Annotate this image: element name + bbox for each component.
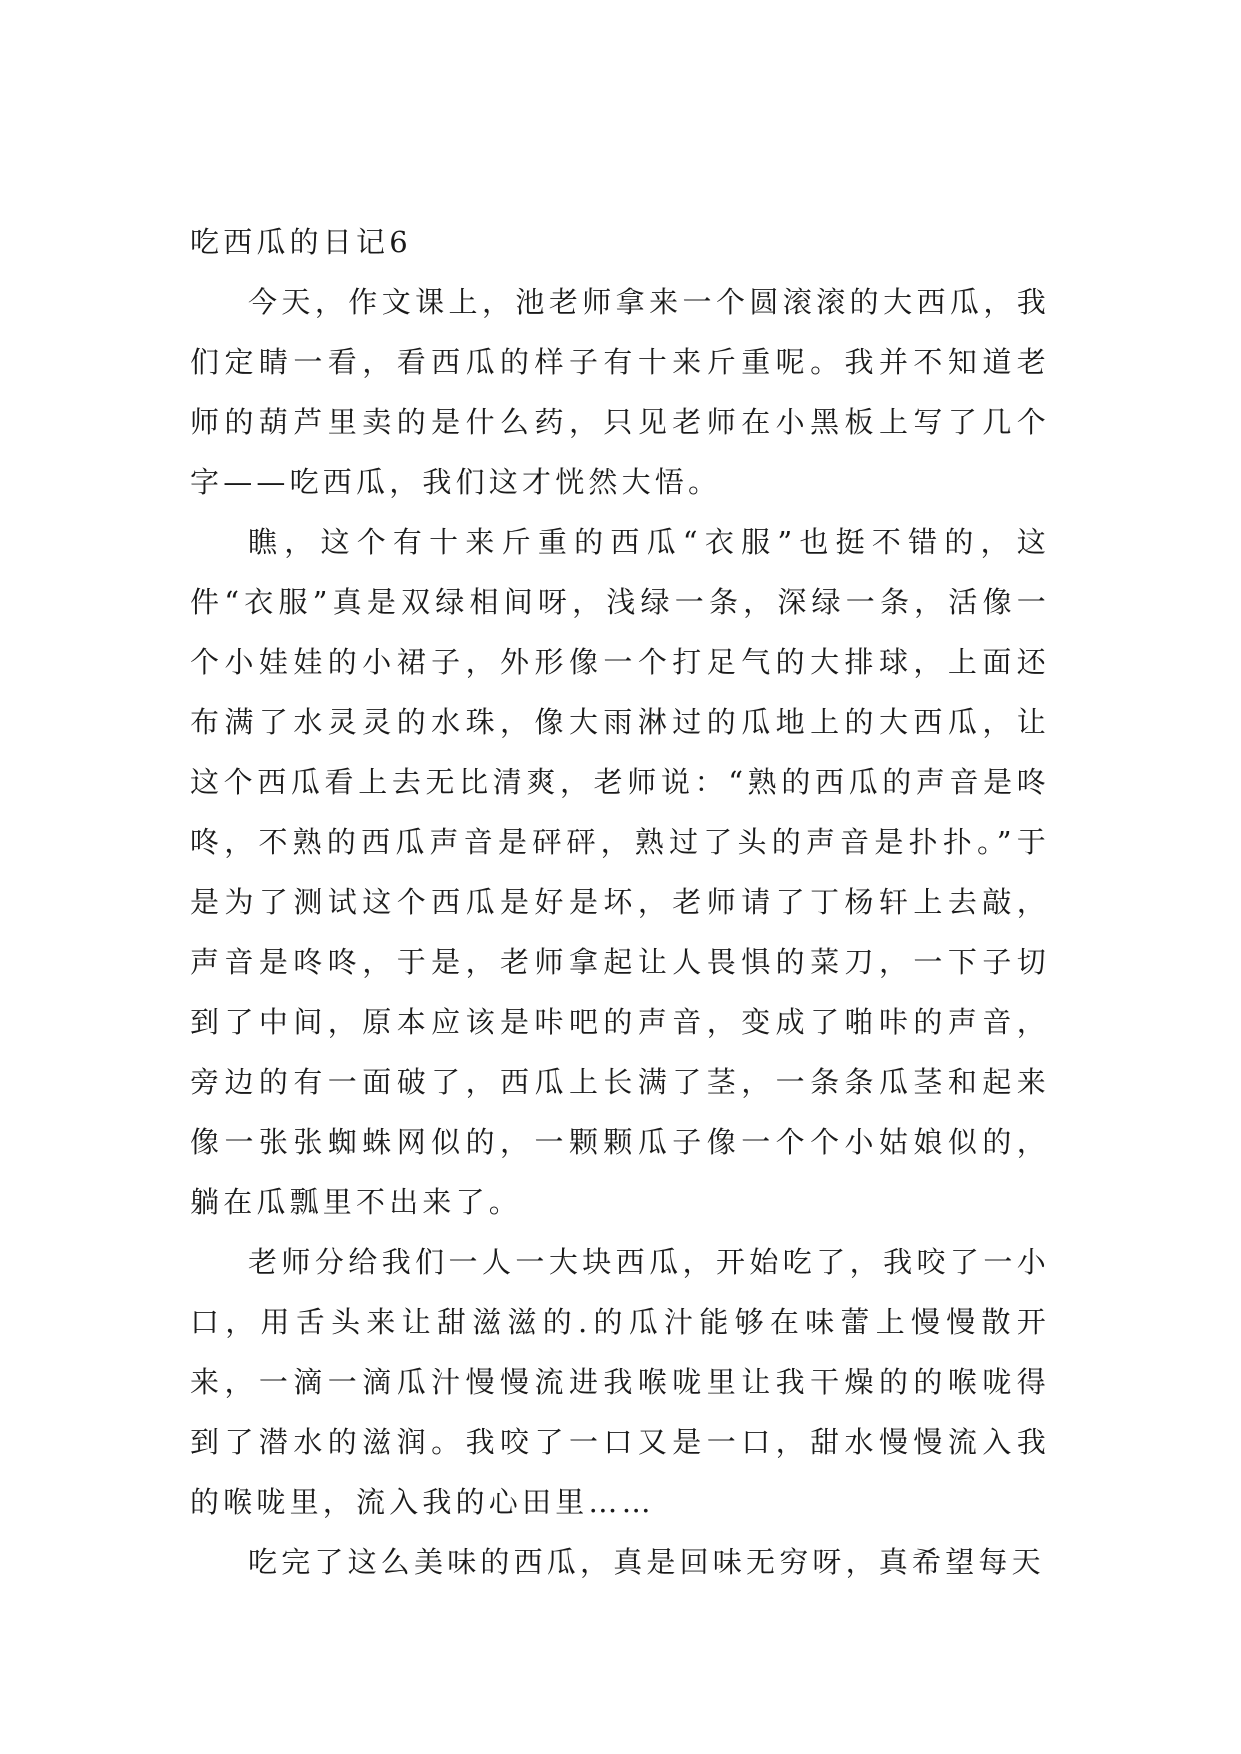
paragraph-4: 吃完了这么美味的西瓜，真是回味无穷呀，真希望每天 xyxy=(248,1545,1045,1579)
document-title: 吃西瓜的日记6 xyxy=(190,225,412,259)
paragraph-3: 老师分给我们一人一大块西瓜，开始吃了，我咬了一小口，用舌头来让甜滋滋的.的瓜汁能够在味蕾上慢慢散开来，一滴一滴瓜汁慢慢流进我喉咙里让我干燥的的喉咙得到了潜水的滋润。我咬了一口又是一口，甜水慢慢流入我的喉咙里，流入我的心田里…… xyxy=(190,1245,1050,1519)
paragraph-1: 今天，作文课上，池老师拿来一个圆滚滚的大西瓜，我们定睛一看，看西瓜的样子有十来斤重呢。我并不知道老师的葫芦里卖的是什么药，只见老师在小黑板上写了几个字——吃西瓜，我们这才恍然大悟。 xyxy=(190,285,1050,499)
paragraph-2: 瞧，这个有十来斤重的西瓜“衣服”也挺不错的，这件“衣服”真是双绿相间呀，浅绿一条，深绿一条，活像一个小娃娃的小裙子，外形像一个打足气的大排球，上面还布满了水灵灵的水珠，像大雨淋过的瓜地上的大西瓜，让这个西瓜看上去无比清爽，老师说：“熟的西瓜的声音是咚咚，不熟的西瓜声音是砰砰，熟过了头的声音是扑扑。”于是为了测试这个西瓜是好是坏，老师请了丁杨轩上去敲，声音是咚咚，于是，老师拿起让人畏惧的菜刀，一下子切到了中间，原本应该是咔吧的声音，变成了啪咔的声音，旁边的有一面破了，西瓜上长满了茎，一条条瓜茎和起来像一张张蜘蛛网似的，一颗颗瓜子像一个个小姑娘似的，躺在瓜瓢里不出来了。 xyxy=(190,525,1050,1219)
document-body xyxy=(190,212,1050,1592)
